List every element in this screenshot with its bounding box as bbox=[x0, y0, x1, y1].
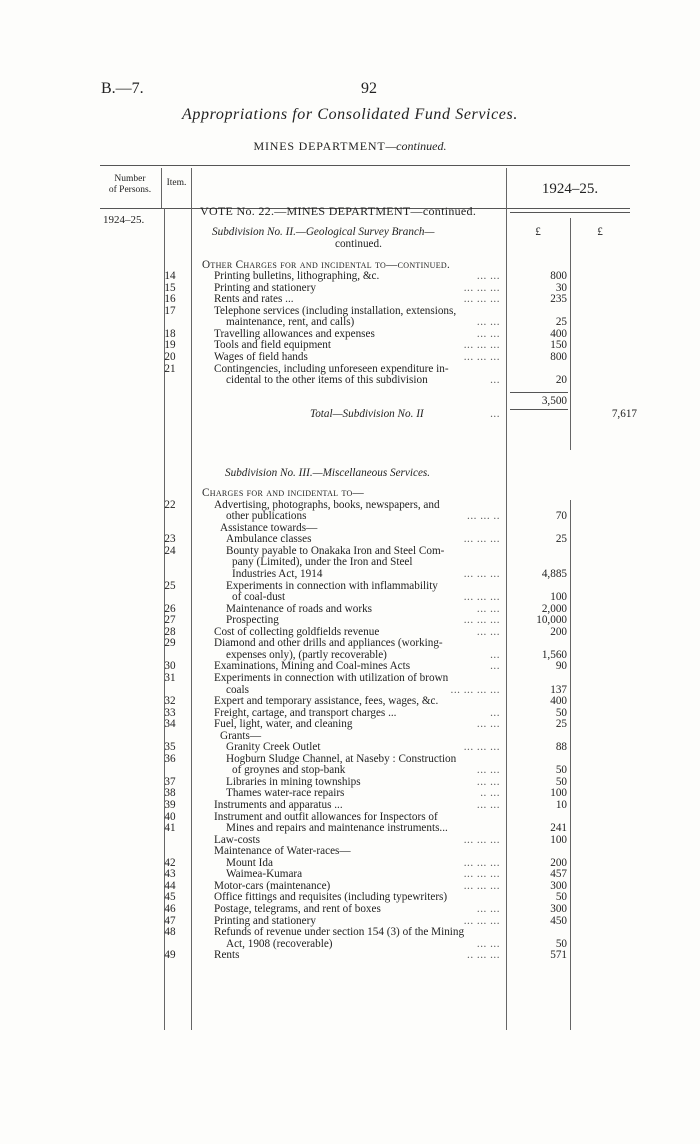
leader-dots: ... ... bbox=[476, 602, 500, 615]
amount-value: 200 bbox=[550, 856, 567, 869]
table-row bbox=[0, 568, 700, 580]
row-text: maintenance, rent, and calls) bbox=[226, 316, 355, 329]
leader-dots: ... ... ... bbox=[463, 833, 500, 846]
amount-value: 50 bbox=[555, 775, 567, 788]
item-number: 20 bbox=[164, 350, 176, 363]
amount-value: 200 bbox=[550, 625, 567, 638]
amount-value: 90 bbox=[555, 660, 567, 673]
row-text: Printing bulletins, lithographing, &c. bbox=[214, 270, 380, 283]
row-text: Expert and temporary assistance, fees, wages, &c. bbox=[214, 695, 439, 708]
table-row bbox=[0, 776, 700, 788]
table-row bbox=[0, 556, 700, 568]
table-row bbox=[0, 938, 700, 950]
row-text: Freight, cartage, and transport charges ... bbox=[214, 706, 397, 719]
leader-dots: ... ... .. bbox=[467, 510, 500, 523]
item-number: 39 bbox=[164, 799, 176, 811]
table-row bbox=[0, 880, 700, 892]
item-number: 25 bbox=[164, 579, 176, 592]
leader-dots: ... ... bbox=[476, 316, 500, 329]
row-text: Hogburn Sludge Channel, at Naseby : Construction bbox=[226, 752, 457, 765]
amount-value: 137 bbox=[550, 683, 567, 696]
row-text: Telephone services (including installation, extensions, bbox=[214, 304, 457, 317]
item-number: 19 bbox=[164, 339, 176, 352]
document-reference: B.—7. bbox=[101, 80, 144, 97]
item-number: 40 bbox=[164, 810, 176, 823]
table-row bbox=[0, 649, 700, 661]
table-row bbox=[0, 270, 700, 282]
row-text: Mount Ida bbox=[226, 856, 273, 869]
leader-dots: ... ... bbox=[476, 270, 500, 283]
leader-dots: ... ... bbox=[476, 764, 500, 777]
item-number: 29 bbox=[164, 637, 176, 650]
amount-value: 100 bbox=[550, 591, 567, 604]
row-text: Ambulance classes bbox=[226, 533, 312, 546]
row-text: Contingencies, including unforeseen expenditure in- bbox=[214, 362, 449, 375]
item-number: 24 bbox=[164, 544, 176, 557]
item-number: 14 bbox=[164, 270, 176, 283]
table-row bbox=[0, 834, 700, 846]
row-text: Prospecting bbox=[226, 614, 279, 627]
amount-value: 450 bbox=[550, 914, 567, 927]
row-text: Printing and stationery bbox=[214, 281, 316, 294]
amount-value: 50 bbox=[555, 706, 567, 719]
leader-dots: ... ... bbox=[476, 902, 500, 915]
table-row bbox=[0, 730, 700, 742]
row-text: Grants— bbox=[220, 729, 262, 742]
item-number: 15 bbox=[164, 281, 176, 294]
table-row bbox=[0, 626, 700, 638]
persons-header-line-2: of Persons. bbox=[108, 185, 152, 195]
table-row bbox=[0, 672, 700, 684]
item-number: 23 bbox=[164, 533, 176, 546]
row-text: Mines and repairs and maintenance instruments... bbox=[226, 822, 448, 835]
table-row bbox=[0, 764, 700, 776]
item-number: 22 bbox=[164, 498, 176, 511]
table-row bbox=[0, 487, 700, 499]
table-row bbox=[0, 328, 700, 340]
item-number: 42 bbox=[164, 856, 176, 869]
table-row bbox=[0, 226, 700, 238]
item-number: 17 bbox=[164, 304, 176, 317]
leader-dots: ... ... bbox=[476, 775, 500, 788]
row-text: Rents and rates ... bbox=[214, 293, 294, 306]
item-number: 26 bbox=[164, 602, 176, 615]
table-row bbox=[0, 660, 700, 672]
table-row bbox=[0, 282, 700, 294]
total-value: £ bbox=[597, 226, 603, 238]
amount-value: 100 bbox=[550, 833, 567, 846]
row-text: VOTE No. 22.—MINES DEPARTMENT—continued. bbox=[200, 204, 477, 218]
amount-value: 25 bbox=[555, 316, 567, 329]
table-row bbox=[0, 799, 700, 811]
table-row bbox=[0, 374, 700, 386]
row-text: continued. bbox=[335, 238, 382, 250]
department-continued: —continued. bbox=[385, 139, 447, 153]
table-row bbox=[0, 363, 700, 375]
leader-dots: ... ... ... bbox=[463, 741, 500, 754]
leader-dots: ... ... ... ... bbox=[450, 683, 500, 696]
amount-value: 25 bbox=[555, 533, 567, 546]
table-row bbox=[0, 533, 700, 545]
amount-value: 100 bbox=[550, 787, 567, 800]
table-row bbox=[0, 499, 700, 511]
row-text: Diamond and other drills and appliances (working- bbox=[214, 637, 443, 650]
row-text: Cost of collecting goldfields revenue bbox=[214, 625, 380, 638]
leader-dots: ... ... ... bbox=[463, 868, 500, 881]
row-text: Tools and field equipment bbox=[214, 339, 331, 352]
table-top-rule bbox=[100, 165, 630, 166]
row-text: Law-costs bbox=[214, 833, 260, 846]
row-text: Charges for and incidental to— bbox=[202, 487, 365, 500]
leader-dots: .. ... bbox=[480, 787, 500, 800]
row-text: Bounty payable to Onakaka Iron and Steel Com- bbox=[226, 544, 445, 557]
amount-value: 3,500 bbox=[541, 394, 567, 407]
row-text: Advertising, photographs, books, newspapers, and bbox=[214, 498, 440, 511]
table-row bbox=[0, 603, 700, 615]
row-text: Refunds of revenue under section 154 (3) of the Mining bbox=[214, 926, 465, 939]
row-text: Waimea-Kumara bbox=[226, 868, 303, 881]
table-row bbox=[0, 637, 700, 649]
leader-dots: ... ... ... bbox=[463, 879, 500, 892]
item-number: 36 bbox=[164, 752, 176, 765]
amount-value: 10,000 bbox=[536, 614, 567, 627]
amount-value: 30 bbox=[555, 281, 567, 294]
item-number: 16 bbox=[164, 293, 176, 306]
row-text: Granity Creek Outlet bbox=[226, 741, 321, 754]
leader-dots: ... ... ... bbox=[463, 281, 500, 294]
amount-value: 150 bbox=[550, 339, 567, 352]
table-row bbox=[0, 467, 700, 479]
amount-value: £ bbox=[535, 226, 541, 238]
item-number: 45 bbox=[164, 891, 176, 904]
leader-dots: ... bbox=[490, 706, 500, 719]
amount-value: 235 bbox=[550, 293, 567, 306]
row-text: Office fittings and requisites (including typewriters) bbox=[214, 891, 448, 904]
amount-value: 400 bbox=[550, 695, 567, 708]
leader-dots: ... ... ... bbox=[463, 533, 500, 546]
leader-dots: ... bbox=[490, 660, 500, 673]
row-text: Examinations, Mining and Coal-mines Acts bbox=[214, 660, 411, 673]
table-row bbox=[0, 787, 700, 799]
table-row bbox=[0, 891, 700, 903]
table-row bbox=[0, 293, 700, 305]
row-text: expenses only), (partly recoverable) bbox=[226, 648, 387, 661]
table-row bbox=[0, 684, 700, 696]
persons-year: 1924–25. bbox=[103, 214, 145, 226]
table-row bbox=[0, 395, 700, 407]
amount-value: 1,560 bbox=[541, 648, 567, 661]
leader-dots: ... ... ... bbox=[463, 856, 500, 869]
page-number: 92 bbox=[361, 80, 377, 97]
item-number: 32 bbox=[164, 695, 176, 708]
amount-value: 300 bbox=[550, 902, 567, 915]
row-text: coals bbox=[226, 683, 249, 696]
item-number: 33 bbox=[164, 706, 176, 719]
table-row bbox=[0, 205, 700, 217]
row-text: Rents bbox=[214, 949, 240, 962]
item-number: 27 bbox=[164, 614, 176, 627]
row-text: Subdivision No. III.—Miscellaneous Services. bbox=[225, 466, 431, 479]
amount-value: 4,885 bbox=[541, 568, 567, 580]
table-row bbox=[0, 510, 700, 522]
row-text: Other Charges for and incidental to—continued. bbox=[202, 258, 451, 271]
item-column-header: Item. bbox=[166, 178, 187, 188]
row-text: Instrument and outfit allowances for Inspectors of bbox=[214, 810, 438, 823]
item-number: 21 bbox=[164, 362, 176, 375]
table-row bbox=[0, 351, 700, 363]
table-row bbox=[0, 903, 700, 915]
leader-dots: ... ... ... bbox=[463, 293, 500, 306]
table-row bbox=[0, 238, 700, 250]
table-row bbox=[0, 811, 700, 823]
table-row bbox=[0, 868, 700, 880]
item-number: 34 bbox=[164, 718, 176, 731]
item-number: 41 bbox=[164, 822, 176, 835]
row-text: Fuel, light, water, and cleaning bbox=[214, 718, 353, 731]
amount-value: 400 bbox=[550, 327, 567, 340]
table-row bbox=[0, 718, 700, 730]
item-number: 49 bbox=[164, 949, 176, 962]
leader-dots: ... ... bbox=[476, 625, 500, 638]
row-text: Maintenance of Water-races— bbox=[214, 845, 351, 858]
item-number: 35 bbox=[164, 741, 176, 754]
table-row bbox=[0, 845, 700, 857]
leader-dots: ... ... ... bbox=[463, 614, 500, 627]
item-number: 46 bbox=[164, 902, 176, 915]
leader-dots: ... ... ... bbox=[463, 339, 500, 352]
row-text: Wages of field hands bbox=[214, 350, 308, 363]
row-text: Postage, telegrams, and rent of boxes bbox=[214, 902, 381, 915]
leader-dots: ... bbox=[490, 648, 500, 661]
item-number: 47 bbox=[164, 914, 176, 927]
leader-dots: ... ... bbox=[476, 799, 500, 811]
row-text: Subdivision No. II.—Geological Survey Branch— bbox=[212, 226, 435, 238]
row-text: Total—Subdivision No. II bbox=[310, 407, 424, 420]
item-number: 48 bbox=[164, 926, 176, 939]
row-text: Instruments and apparatus ... bbox=[214, 799, 343, 811]
item-number: 38 bbox=[164, 787, 176, 800]
table-row bbox=[0, 707, 700, 719]
table-row bbox=[0, 545, 700, 557]
row-text: Travelling allowances and expenses bbox=[214, 327, 375, 340]
row-text: Motor-cars (maintenance) bbox=[214, 879, 331, 892]
row-text: Maintenance of roads and works bbox=[226, 602, 373, 615]
department-heading bbox=[0, 139, 700, 154]
table-row bbox=[0, 949, 700, 961]
amount-value: 10 bbox=[555, 799, 567, 811]
table-row bbox=[0, 259, 700, 271]
row-text: pany (Limited), under the Iron and Steel bbox=[232, 556, 413, 569]
amount-value: 50 bbox=[555, 764, 567, 777]
table-row bbox=[0, 316, 700, 328]
row-text: other publications bbox=[226, 510, 307, 523]
row-text: of coal-dust bbox=[232, 591, 286, 604]
table-row bbox=[0, 926, 700, 938]
leader-dots: ... bbox=[490, 374, 500, 387]
leader-dots: ... ... ... bbox=[463, 914, 500, 927]
table-row bbox=[0, 591, 700, 603]
amount-value: 300 bbox=[550, 879, 567, 892]
row-text: Industries Act, 1914 bbox=[232, 568, 323, 580]
table-row bbox=[0, 339, 700, 351]
table-row bbox=[0, 305, 700, 317]
amount-value: 50 bbox=[555, 937, 567, 950]
item-number: 37 bbox=[164, 775, 176, 788]
leader-dots: .. ... ... bbox=[467, 949, 500, 962]
leader-dots: ... ... bbox=[476, 937, 500, 950]
row-text: Experiments in connection with utilization of brown bbox=[214, 671, 449, 684]
subtotal-rule-top bbox=[510, 392, 568, 393]
leader-dots: ... ... ... bbox=[463, 568, 500, 580]
amount-value: 70 bbox=[555, 510, 567, 523]
leader-dots: ... ... ... bbox=[463, 350, 500, 363]
row-text: Assistance towards— bbox=[220, 521, 318, 534]
table-row bbox=[0, 614, 700, 626]
item-number: 44 bbox=[164, 879, 176, 892]
amount-value: 800 bbox=[550, 270, 567, 283]
row-text: Printing and stationery bbox=[214, 914, 316, 927]
row-text: Act, 1908 (recoverable) bbox=[226, 937, 333, 950]
leader-dots: ... ... ... bbox=[463, 591, 500, 604]
persons-header-line-1: Number bbox=[114, 174, 146, 184]
total-value: 7,617 bbox=[611, 407, 637, 420]
row-text: Experiments in connection with inflammability bbox=[226, 579, 438, 592]
persons-column-header bbox=[100, 174, 160, 196]
row-text: Libraries in mining townships bbox=[226, 775, 361, 788]
row-text: of groynes and stop-bank bbox=[232, 764, 346, 777]
leader-dots: ... ... bbox=[476, 718, 500, 731]
leader-dots: ... ... bbox=[476, 327, 500, 340]
amount-value: 800 bbox=[550, 350, 567, 363]
row-text: Thames water-race repairs bbox=[226, 787, 345, 800]
amount-value: 25 bbox=[555, 718, 567, 731]
amount-value: 457 bbox=[550, 868, 567, 881]
table-row bbox=[0, 822, 700, 834]
table-row bbox=[0, 857, 700, 869]
amount-value: 571 bbox=[550, 949, 567, 962]
table-row bbox=[0, 915, 700, 927]
amount-value: 88 bbox=[555, 741, 567, 754]
amount-value: 2,000 bbox=[541, 602, 567, 615]
year-column-header: 1924–25. bbox=[541, 181, 599, 197]
table-row bbox=[0, 695, 700, 707]
table-row bbox=[0, 753, 700, 765]
table-row bbox=[0, 580, 700, 592]
amount-value: 241 bbox=[550, 822, 567, 835]
item-number: 18 bbox=[164, 327, 176, 340]
item-number: 43 bbox=[164, 868, 176, 881]
table-row bbox=[0, 408, 700, 420]
amount-value: 50 bbox=[555, 891, 567, 904]
table-row bbox=[0, 522, 700, 534]
amount-value: 20 bbox=[555, 374, 567, 387]
item-number: 31 bbox=[164, 671, 176, 684]
item-number: 28 bbox=[164, 625, 176, 638]
row-text: cidental to the other items of this subdivision bbox=[226, 374, 428, 387]
item-number: 30 bbox=[164, 660, 176, 673]
table-row bbox=[0, 741, 700, 753]
page-title: Appropriations for Consolidated Fund Services. bbox=[182, 106, 518, 123]
department-name: MINES DEPARTMENT bbox=[253, 139, 386, 153]
leader-dots: ... bbox=[490, 407, 500, 420]
